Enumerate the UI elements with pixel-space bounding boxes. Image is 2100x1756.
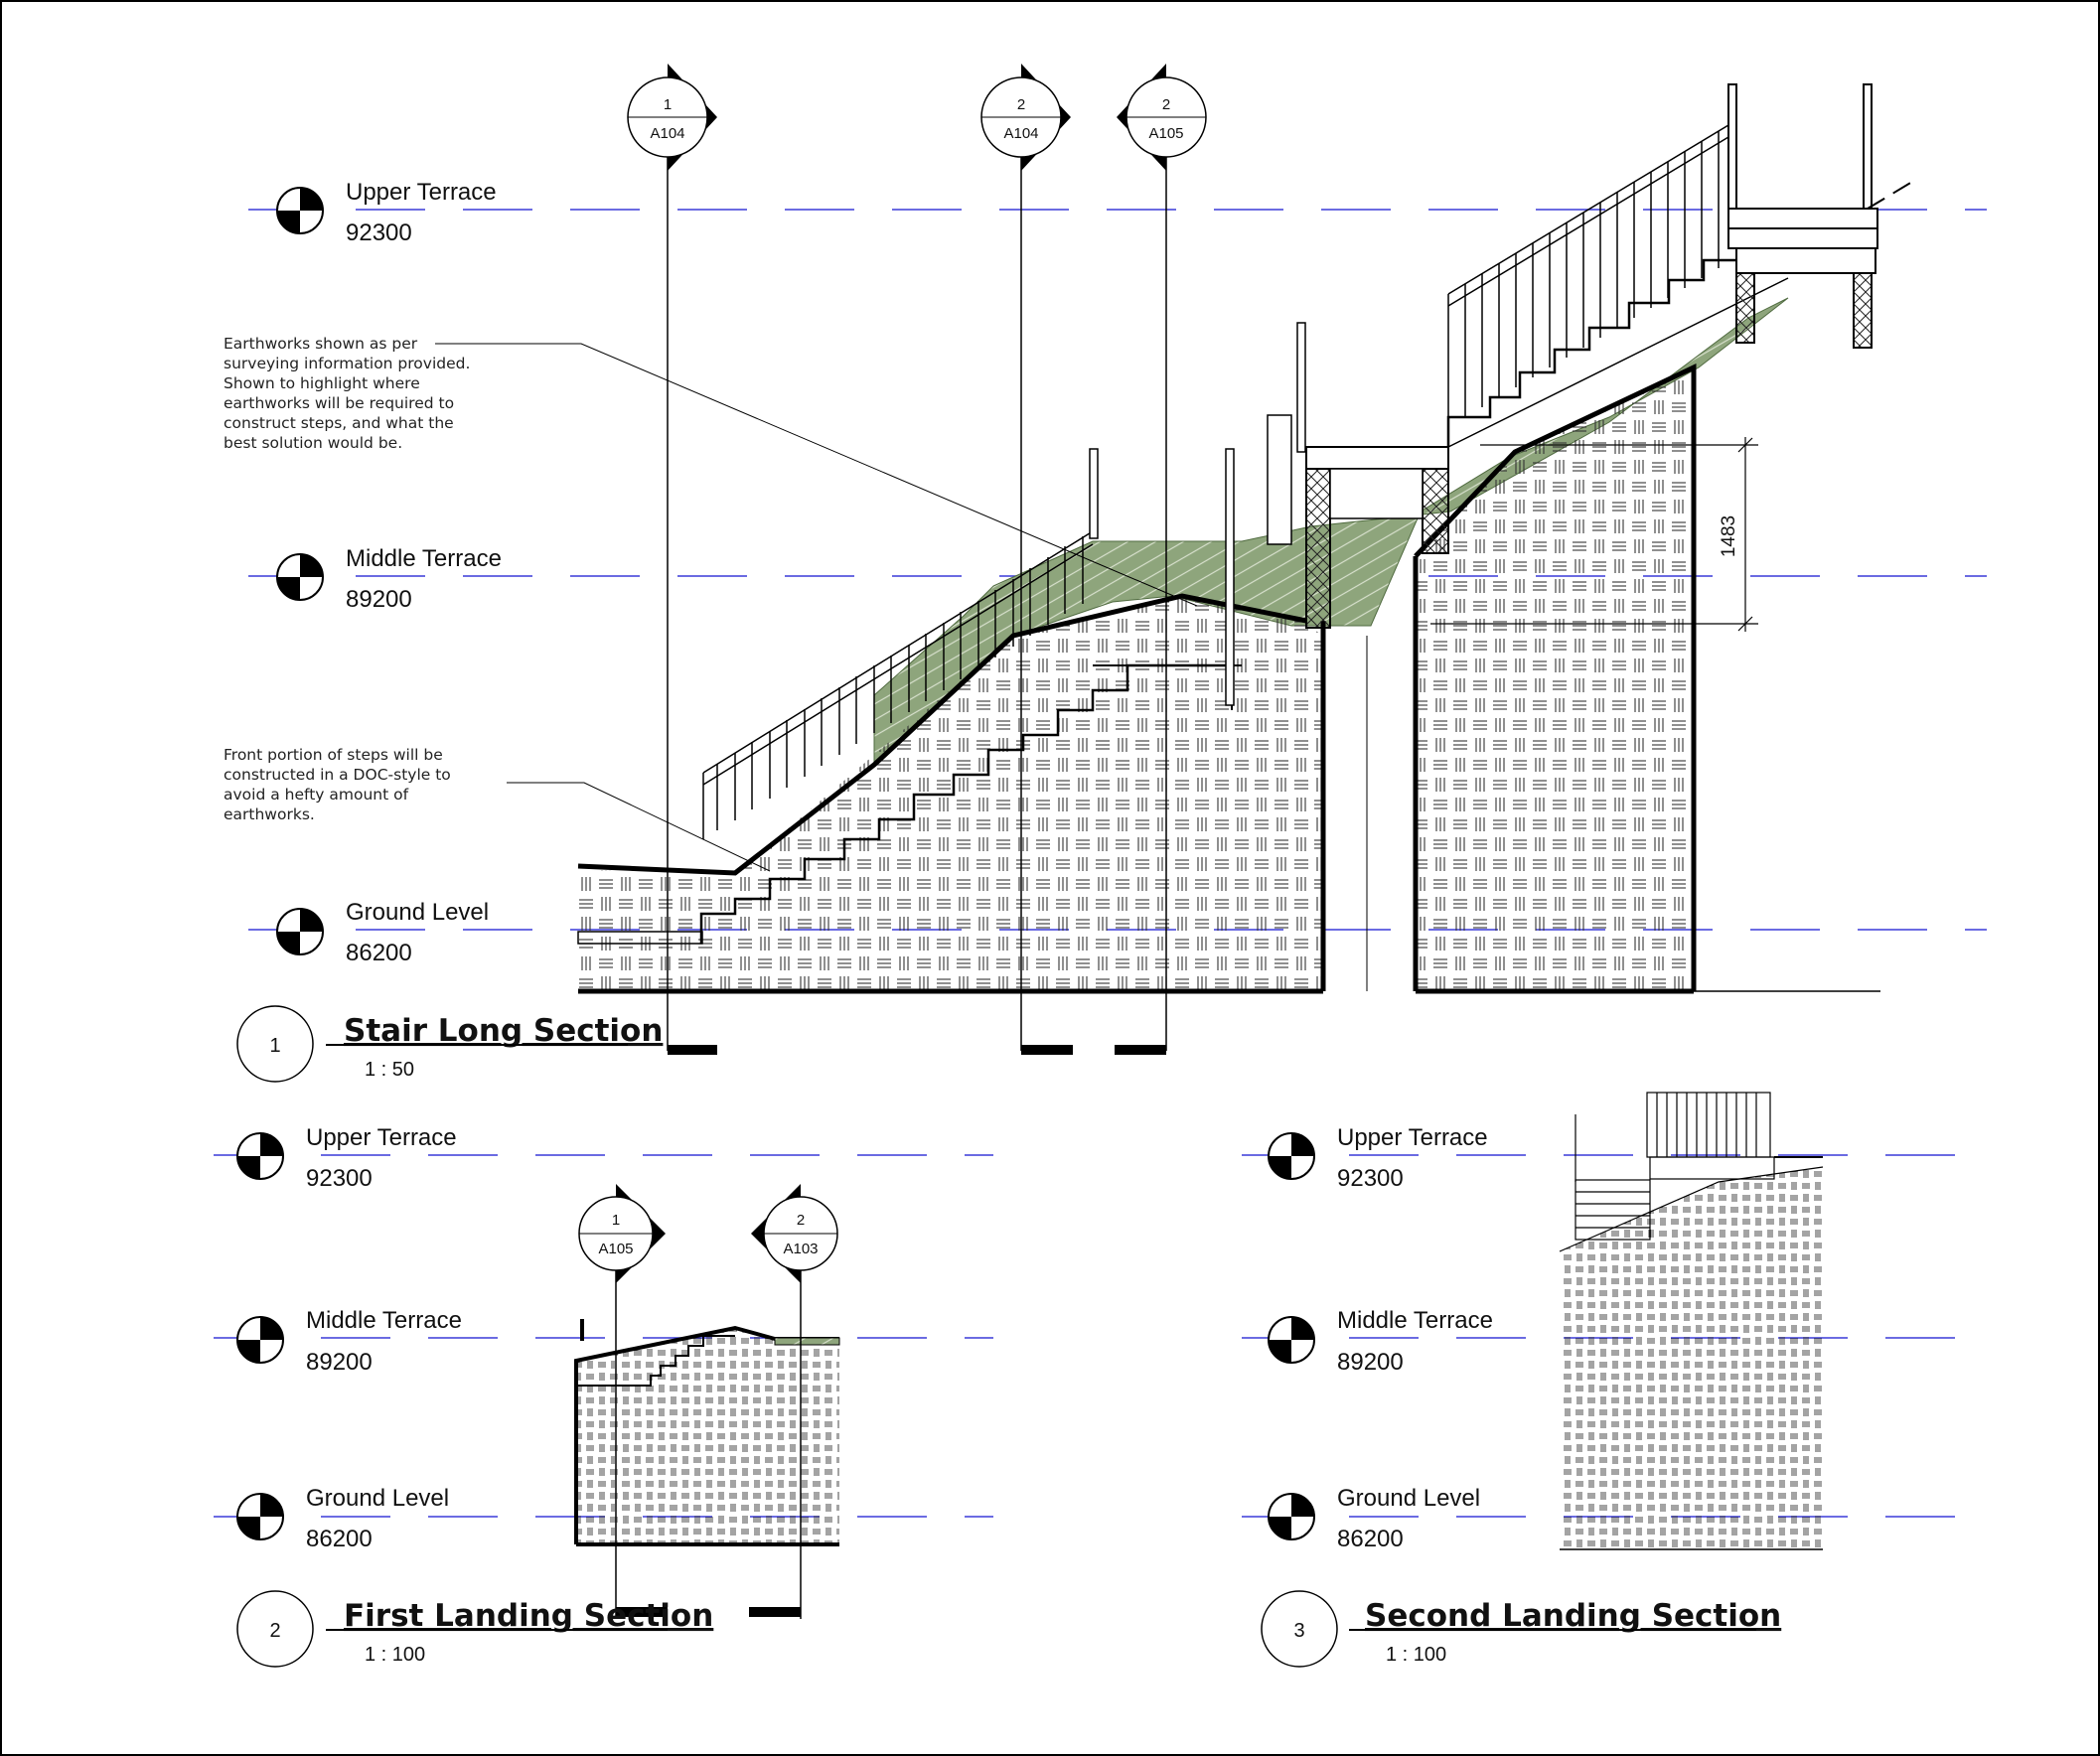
level-value: 86200 [346,940,412,966]
level-name: Middle Terrace [1337,1307,1493,1334]
view-scale: 1 : 50 [365,1059,415,1081]
level-name: Middle Terrace [346,545,502,572]
svg-text:earthworks will be required to: earthworks will be required to [224,394,455,412]
svg-text:best solution would be.: best solution would be. [224,434,403,452]
svg-text:surveying information provided: surveying information provided. [224,355,471,372]
view-number: 1 [269,1035,281,1057]
level-name: Ground Level [346,899,490,926]
section-tag-2-A104[interactable] [981,64,1071,171]
level-value: 86200 [306,1526,373,1552]
level-marker-icon [1269,1317,1314,1363]
section-tag-2-A105[interactable] [1117,64,1206,171]
view-title: First Landing Section [344,1598,714,1634]
second-landing-section [1242,1093,1977,1667]
svg-text:Shown to highlight where: Shown to highlight where [224,374,420,392]
level-marker-icon [237,1133,283,1179]
level-value: 92300 [346,220,412,246]
stair-long-section [224,64,1987,1082]
level-name: Upper Terrace [346,179,497,206]
level-marker-icon [277,909,323,954]
level-marker-icon [237,1317,283,1363]
tag-sheet: A105 [598,1241,634,1257]
ground-hatch [1560,1167,1823,1549]
tag-number: 2 [1016,96,1026,113]
section-tag-1-A105[interactable] [579,1184,666,1283]
svg-text:constructed in a DOC-style to: constructed in a DOC-style to [224,766,451,784]
svg-text:Earthworks shown as per: Earthworks shown as per [224,335,418,353]
ground-hatch-right [1416,367,1694,991]
level-name: Upper Terrace [306,1124,457,1151]
svg-text:Front portion of steps will be: Front portion of steps will be [224,746,443,764]
level-value: 92300 [1337,1165,1404,1192]
level-marker-icon [1269,1494,1314,1539]
view-title: Stair Long Section [344,1013,664,1049]
level-name: Upper Terrace [1337,1124,1488,1151]
section-tag-1-A104[interactable] [628,64,717,171]
earthworks-note [224,335,470,452]
tag-sheet: A105 [1148,125,1184,142]
view-title: Second Landing Section [1365,1598,1782,1634]
tag-sheet: A104 [1003,125,1039,142]
tag-sheet: A104 [650,125,685,142]
section-tag-2-A103[interactable] [751,1184,837,1283]
level-value: 89200 [1337,1349,1404,1376]
view-number: 2 [269,1620,281,1642]
svg-text:avoid a hefty amount of: avoid a hefty amount of [224,786,409,804]
upper-landing [1728,84,1877,348]
level-marker-icon [277,554,323,600]
tag-number: 2 [796,1212,806,1229]
view-scale: 1 : 100 [365,1644,426,1666]
first-landing-section [214,1124,993,1667]
leader-line [507,783,770,871]
level-value: 92300 [306,1165,373,1192]
tag-number: 2 [1161,96,1171,113]
dimension-value: 1483 [1719,514,1739,558]
level-value: 86200 [1337,1526,1404,1552]
tag-number: 1 [663,96,673,113]
level-name: Ground Level [1337,1485,1481,1512]
level-value: 89200 [306,1349,373,1376]
level-marker-icon [1269,1133,1314,1179]
level-name: Middle Terrace [306,1307,462,1334]
front-steps-note [224,746,451,823]
level-marker-icon [237,1494,283,1539]
tag-number: 1 [611,1212,621,1229]
view-number: 3 [1293,1620,1305,1642]
level-name: Ground Level [306,1485,450,1512]
view-scale: 1 : 100 [1386,1644,1447,1666]
tag-sheet: A103 [783,1241,819,1257]
svg-text:construct steps, and what the: construct steps, and what the [224,414,454,432]
svg-text:earthworks.: earthworks. [224,805,315,823]
level-marker-icon [277,188,323,233]
level-value: 89200 [346,586,412,613]
